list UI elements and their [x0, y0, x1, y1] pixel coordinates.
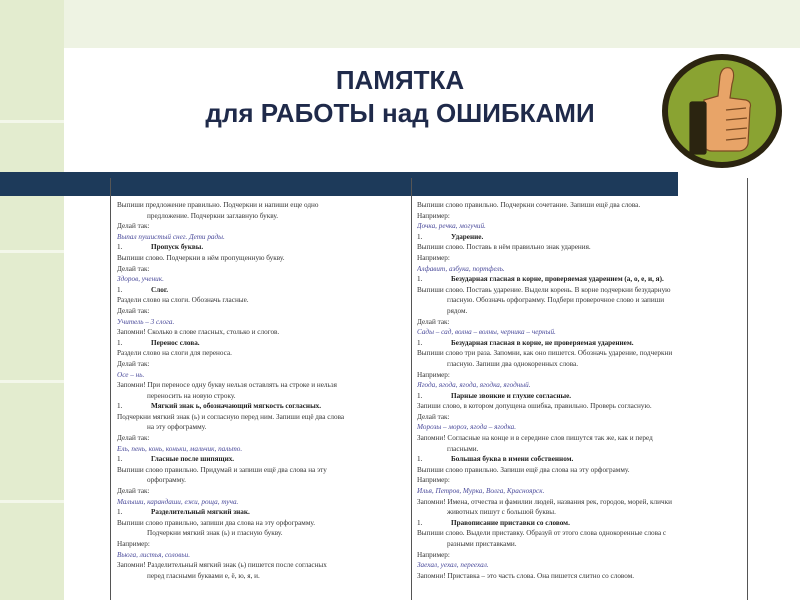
instruction-line: Выпиши слово три раза. Запомни, как оно пишется. Обозначь ударение, подчеркни	[417, 349, 673, 358]
example-line: Сады – сад, волна – волны, черника – черный.	[417, 328, 556, 337]
example-line: Илья, Петров, Мурка, Волга, Красноярск.	[417, 487, 545, 496]
instruction-line: Подчеркни мягкий знак (ь) и согласную перед ним. Запиши ещё два слова	[117, 412, 345, 421]
example-line: Алфавит, азбука, портфель.	[417, 264, 505, 273]
instruction-line: Выпиши слово. Поставь в нём правильно знак ударения.	[417, 243, 591, 252]
memo-table	[110, 178, 748, 600]
instruction-line: Делай так:	[417, 412, 450, 421]
rule-heading-text: Разделительный мягкий знак.	[151, 508, 250, 517]
rule-heading	[417, 454, 737, 465]
instruction-line: Например:	[417, 370, 450, 379]
instruction-line: Например:	[117, 540, 150, 548]
rule-heading	[117, 285, 403, 296]
rule-heading-text: Безударная гласная в корне, не проверяемая ударением.	[451, 338, 634, 347]
instruction-line: Делай так:	[117, 306, 150, 315]
instruction-line: Подчеркни мягкий знак (ь) и гласную букву.	[147, 529, 283, 538]
rule-number: 1.	[117, 508, 123, 517]
instruction-line: Запомни! Имена, отчества и фамилии людей, названия рек, городов, морей, клички	[417, 497, 672, 506]
instruction-line: Например:	[417, 476, 450, 485]
instruction-line: Делай так:	[117, 264, 150, 273]
instruction-line: перед гласными буквами е, ё, ю, я, и.	[147, 571, 260, 580]
rule-number: 1.	[417, 275, 423, 284]
instruction-line: Раздели слово на слоги. Обозначь гласные.	[117, 296, 249, 305]
thumbs-up-icon	[660, 52, 784, 170]
rule-heading	[417, 391, 737, 402]
rule-heading	[417, 274, 737, 285]
example-line: Вьюга, листья, соловьи.	[117, 550, 191, 559]
rule-number: 1.	[117, 338, 123, 347]
rule-heading-text: Безударная гласная в корне, проверяемая ударением (а, о, е, и, я).	[451, 275, 664, 284]
instruction-line: Выпиши слово правильно, запиши два слова на эту орфограмму.	[117, 518, 316, 527]
instruction-line: Выпиши предложение правильно. Подчеркни и напиши еще одно	[117, 201, 319, 209]
decorative-band	[0, 0, 64, 600]
example-line: Дочка, речка, могучий.	[417, 222, 486, 231]
instruction-line: Запомни! При переносе одну букву нельзя оставлять на строке и нельзя	[117, 381, 337, 390]
rule-number: 1.	[417, 338, 423, 347]
rule-number: 1.	[117, 455, 123, 464]
example-line: Выпал пушистый снег. Дети рады.	[117, 232, 225, 241]
rule-number: 1.	[417, 232, 423, 241]
example-line: Учитель – 3 слога.	[117, 317, 175, 326]
instruction-line: Выпиши слово. Выдели приставку. Образуй от этого слова однокоренные слова с	[417, 529, 667, 538]
rule-number: 1.	[417, 391, 423, 400]
slide-title	[150, 64, 650, 130]
instruction-line: Например:	[417, 550, 450, 559]
rule-heading	[117, 242, 403, 253]
instruction-line: переносить на новую строку.	[147, 391, 236, 400]
rule-number: 1.	[117, 285, 123, 294]
instruction-line: Выпиши слово правильно. Придумай и запиши ещё два слова на эту	[117, 465, 327, 474]
instruction-line: Делай так:	[117, 434, 150, 443]
left-column	[117, 200, 403, 581]
rule-heading	[117, 338, 403, 349]
column-divider	[411, 178, 412, 600]
rule-heading-text: Большая буква в имени собственном.	[451, 455, 574, 464]
instruction-line: гласными.	[447, 444, 479, 453]
instruction-line: на эту орфограмму.	[147, 423, 207, 432]
rule-heading	[417, 338, 737, 349]
rule-heading-text: Гласные после шипящих.	[151, 455, 235, 464]
example-line: Осе – нь.	[117, 370, 145, 379]
instruction-line: Делай так:	[117, 222, 150, 231]
rule-heading-text: Перенос слова.	[151, 338, 200, 347]
rule-heading	[417, 518, 737, 529]
instruction-line: Запомни! Приставка – это часть слова. Она пишется слитно со словом.	[417, 571, 635, 580]
rule-heading-text: Парные звонкие и глухие согласные.	[451, 391, 572, 400]
example-line: Заехал, уехал, переехал.	[417, 561, 489, 570]
instruction-line: Запомни! Сколько в слове гласных, столько и слогов.	[117, 328, 280, 337]
example-line: Морозы – мороз, ягода – ягодка.	[417, 423, 517, 432]
instruction-line: гласную. Запиши два однокоренных слова.	[447, 359, 579, 368]
title-line-2: для РАБОТЫ над ОШИБКАМИ	[205, 98, 595, 128]
rule-heading-text: Мягкий знак ь, обозначающий мягкость согласных.	[151, 402, 322, 411]
instruction-line: Запиши слово, в котором допущена ошибка, правильно. Проверь согласную.	[417, 402, 652, 411]
instruction-line: орфограмму.	[147, 476, 186, 485]
instruction-line: животных пишут с большой буквы.	[447, 508, 556, 517]
instruction-line: Выпиши слово правильно. Подчеркни сочетание. Запиши ещё два слова.	[417, 201, 641, 209]
instruction-line: рядом.	[447, 306, 468, 315]
rule-number: 1.	[417, 518, 423, 527]
example-line: Здоров, ученик.	[117, 275, 164, 284]
instruction-line: гласную. Обозначь орфограмму. Подбери проверочное слово и запиши	[447, 296, 665, 305]
rule-heading-text: Слог.	[151, 285, 169, 294]
instruction-line: Запомни! Согласные на конце и в середине слов пишутся так же, как и перед	[417, 434, 653, 443]
example-line: Ель, пень, конь, коньки, мальчик, пальто.	[117, 444, 243, 453]
rule-heading-text: Ударение.	[451, 232, 484, 241]
instruction-line: Делай так:	[417, 317, 450, 326]
example-line: Ягода, ягода, ягода, ягодка, ягодный.	[417, 381, 531, 390]
right-column	[417, 200, 737, 581]
instruction-line: предложение. Подчеркни заглавную букву.	[147, 211, 279, 220]
rule-number: 1.	[117, 402, 123, 411]
rule-heading	[417, 232, 737, 243]
rule-heading-text: Пропуск буквы.	[151, 243, 204, 252]
example-line: Малыши, карандаши, ежи, роща, туча.	[117, 497, 239, 506]
instruction-line: Делай так:	[117, 359, 150, 368]
rule-heading	[117, 507, 403, 518]
instruction-line: Делай так:	[117, 487, 150, 496]
instruction-line: Запомни! Разделительный мягкий знак (ь) пишется после согласных	[117, 561, 327, 570]
instruction-line: Выпиши слово. Подчеркни в нём пропущенную букву.	[117, 253, 285, 262]
rule-heading-text: Правописание приставки со словом.	[451, 518, 570, 527]
decorative-top-band	[64, 0, 800, 48]
instruction-line: Например:	[417, 211, 450, 220]
rule-number: 1.	[417, 455, 423, 464]
rule-number: 1.	[117, 243, 123, 252]
instruction-line: Выпиши слово правильно. Запиши ещё два слова на эту орфограмму.	[417, 465, 630, 474]
title-line-1: ПАМЯТКА	[335, 65, 465, 95]
instruction-line: Выпиши слово. Поставь ударение. Выдели корень. В корне подчеркни безударную	[417, 285, 671, 294]
rule-heading	[117, 454, 403, 465]
instruction-line: Раздели слово на слоги для переноса.	[117, 349, 232, 358]
instruction-line: разными приставками.	[447, 540, 517, 548]
instruction-line: Например:	[417, 253, 450, 262]
rule-heading	[117, 401, 403, 412]
